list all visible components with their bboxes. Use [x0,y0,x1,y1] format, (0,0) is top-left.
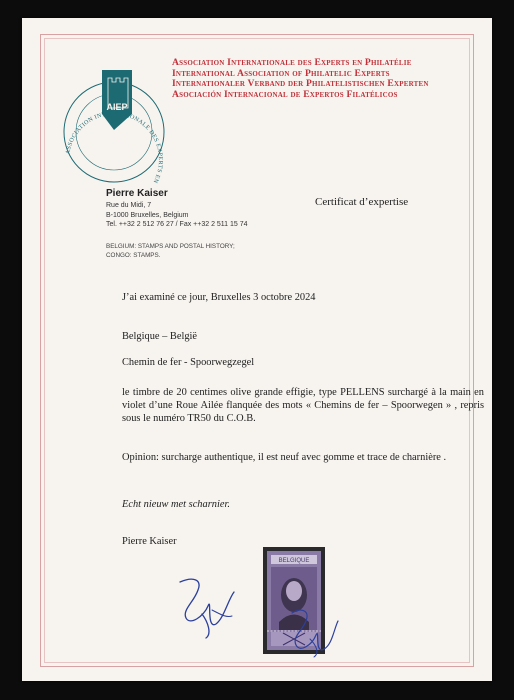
dutch-note: Echt nieuw met scharnier. [122,499,230,510]
stamp-image [263,547,325,654]
stamp-country-label: BELGIQUE [278,558,310,564]
signature-name: Pierre Kaiser [122,536,177,547]
seal-text: ASSOCIATION INTERNATIONALE DES EXPERTS EN [65,110,164,184]
assoc-line-es: Asociación Internacional de Expertos Filatélicos [172,88,398,100]
assoc-line-de: Internationaler Verband der Philatelistischen Experten [172,78,429,90]
certificate-title: Certificat d’expertise [315,196,409,208]
association-names [172,58,482,100]
expert-address2: B-1000 Bruxelles, Belgium [106,211,189,219]
stamp-description: le timbre de 20 centimes olive grande effigie, type PELLENS surchargé à la main en violet d’une Roue Ailée flanquée des mots « Chemins de fer – Spoorwegen » , repris sous le numéro TR50 du C.O.B. [122,387,484,424]
assoc-line-en: International Association of Philatelic Experts [172,67,390,79]
opinion-text: Opinion: surcharge authentique, il est neuf avec gomme et trace de charnière . [122,452,447,463]
expert-contact: Tel. ++32 2 512 76 27 / Fax ++32 2 511 15 74 [106,221,248,228]
expert-specialty [106,243,235,260]
specialty-line-1: BELGIUM: STAMPS AND POSTAL HISTORY; [106,243,235,250]
issue-line: Chemin de fer - Spoorwegzegel [122,357,255,368]
specialty-line-2: CONGO: STAMPS. [106,251,161,259]
date-line: J’ai examiné ce jour, Bruxelles 3 octobre 2024 [122,292,316,303]
expert-name: Pierre Kaiser [106,188,168,199]
logo-text: AIEP [106,102,128,112]
expert-address1: Rue du Midi, 7 [106,202,152,209]
country-line: Belgique – België [122,331,198,342]
aiep-logo-icon [62,52,166,184]
expert-address-block [106,188,248,230]
assoc-line-fr: Association Internationale des Experts en Philatélie [172,57,412,68]
certificate-sheet [22,18,492,681]
